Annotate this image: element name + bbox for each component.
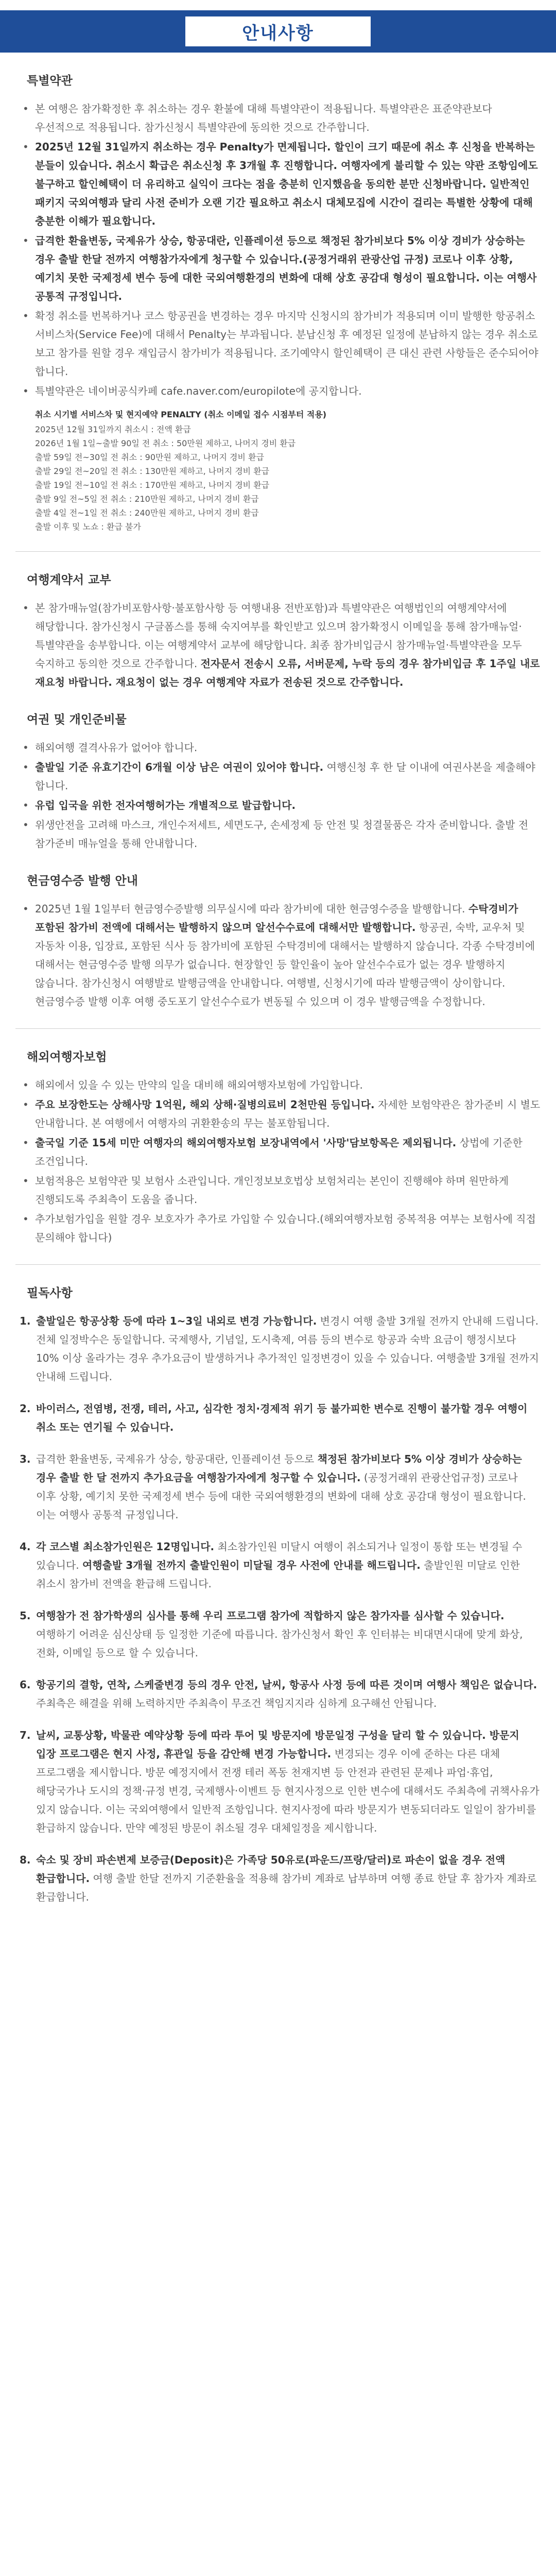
section-heading-special-terms: 특별약관 — [27, 74, 73, 88]
emphasized-text: 숙소 및 장비 파손변제 보증금(Deposit)은 가족당 50유로(파운드/프랑/달러)로 파손이 없을 경우 전액 환급합니다. — [36, 1854, 506, 1885]
body-text: 해외여행 결격사유가 없어야 합니다. — [35, 741, 198, 754]
numbered-item — [15, 1606, 541, 1662]
emphasized-text: 유럽 입국을 위한 전자여행허가는 개별적으로 발급합니다. — [35, 799, 296, 811]
penalty-row: 2026년 1월 1일~출발 90일 전 취소 : 50만원 제하고, 나머지 경비 환급 — [35, 438, 296, 448]
emphasized-text: 2025년 12월 31일까지 취소하는 경우 Penalty가 면제됩니다. 할인이 크기 때문에 취소 후 신청을 반복하는 분들이 있습니다. 취소시 확급은 취소신청 후 3개월 후 진행합니다. 여행자에게 불리할 수 있는 약관 조항임에도 불구하고 할인혜택이 더 유리하고 실익이 크다는 점을 충분히 인지했음을 동의한 분만 신청바랍니다. 일반적인 패키지 국외여행과 달리 사전 준비가 오랜 기간 필요하고 취소시 대체모집에 시간이 걸리는 특별한 상황에 대해 충분한 이해가 필요합니다. — [35, 141, 538, 227]
body-text: 2025년 1월 1일부터 현금영수증발행 의무실시에 따라 참가비에 대한 현금영수증을 발행합니다. — [35, 903, 468, 915]
emphasized-text: 출국일 기준 15세 미만 여행자의 해외여행자보험 보장내역에서 '사망'담보항목은 제외됩니다. — [35, 1137, 457, 1149]
numbered-item — [15, 1726, 541, 1837]
list-item — [15, 1076, 541, 1094]
emphasized-text: 날씨, 교통상황, 박물관 예약상황 등에 따라 투어 및 방문지에 방문일정 구성을 달리 할 수 있습니다. 방문지 입장 프로그램은 현지 사정, 휴관일 등을 감안해 변경 가능합니다. — [36, 1729, 519, 1760]
penalty-row: 출발 59일 전~30일 전 취소 : 90만원 제하고, 나머지 경비 환급 — [35, 452, 264, 462]
body-text: 최소참가인원 미달시 여행이 취소되거나 일정이 통합 또는 변경될 수 있습니다. — [36, 1540, 523, 1571]
divider — [15, 551, 541, 552]
list-item — [15, 231, 541, 306]
special-terms-list — [15, 99, 541, 400]
body-text: 주최측은 해결을 위해 노력하지만 주최측이 무조건 책임지지라 심하게 요구해선 안됩니다. — [36, 1697, 437, 1709]
emphasized-text: 전자문서 전송시 오류, 서버문제, 누락 등의 경우 참가비입금 후 1주일 내로 재요청 바랍니다. 재요청이 없는 경우 여행계약 자료가 전송된 것으로 간주합니다. — [35, 657, 540, 688]
list-item — [15, 99, 541, 137]
mandatory-list — [15, 1312, 541, 1906]
body-text: 본 여행은 참가확정한 후 취소하는 경우 환불에 대해 특별약관이 적용됩니다. 특별약관은 표준약관보다 우선적으로 적용됩니다. 참가신청시 특별약관에 동의한 것으로 간주합니다. — [35, 103, 492, 133]
special-terms-section — [0, 71, 556, 534]
penalty-row: 출발 4일 전~1일 전 취소 : 240만원 제하고, 나머지 경비 환급 — [35, 508, 259, 518]
emphasized-text: 수탁경비가 포함된 참가비 전액에 대해서는 발행하지 않으며 알선수수료에 대해서만 발행합니다. — [35, 903, 518, 934]
emphasized-text: 여행참가 전 참가학생의 심사를 통해 우리 프로그램 참가에 적합하지 않은 참가자를 심사할 수 있습니다. — [36, 1609, 505, 1622]
list-item — [15, 599, 541, 691]
penalty-row: 출발 이후 및 노쇼 : 환급 불가 — [35, 522, 141, 532]
mandatory-section — [0, 1283, 556, 1906]
passport-section — [0, 710, 556, 853]
list-item — [15, 1172, 541, 1209]
list-item — [15, 1133, 541, 1171]
section-heading-insurance: 해외여행자보험 — [27, 1050, 107, 1064]
emphasized-text: 급격한 환율변동, 국제유가 상승, 항공대란, 인플레이션 등으로 책정된 참가비보다 5% 이상 경비가 상승하는 경우 출발 한달 전까지 여행참가자에게 청구할 수 있습니다. — [35, 234, 525, 265]
list-item — [15, 1210, 541, 1247]
section-heading-passport: 여권 및 개인준비물 — [27, 713, 127, 726]
item-number: 3. — [20, 1453, 31, 1465]
body-text: 급격한 환율변동, 국제유가 상승, 항공대란, 인플레이션 등으로 — [36, 1453, 318, 1465]
numbered-item — [15, 1312, 541, 1386]
penalty-schedule-title: 취소 시기별 서비스차 및 현지예약 PENALTY (취소 이메일 접수 시점부터 적용) — [35, 410, 327, 419]
item-number: 7. — [20, 1729, 31, 1741]
title-banner — [0, 10, 556, 53]
list-item — [15, 138, 541, 230]
list-item — [15, 307, 541, 381]
emphasized-text: 바이러스, 전염병, 전쟁, 테러, 사고, 심각한 정치·경제적 위기 등 불가피한 변수로 진행이 불가할 경우 여행이 취소 또는 연기될 수 있습니다. — [36, 1402, 528, 1433]
body-text: 여행 출발 한달 전까지 기준환율을 적용해 참가비 계좌로 납부하며 여행 종료 한달 후 참가자 계좌로 환급합니다. — [36, 1872, 537, 1903]
penalty-row: 출발 29일 전~20일 전 취소 : 130만원 제하고, 나머지 경비 환급 — [35, 466, 270, 476]
section-heading-receipt: 현금영수증 발행 안내 — [27, 874, 138, 888]
body-text: 여행하기 어려운 심신상태 등 일정한 기준에 따릅니다. 참가신청서 확인 후 인터뷰는 비대면시대에 맞게 화상, 전화, 이메일 등으로 할 수 있습니다. — [36, 1628, 523, 1659]
list-item — [15, 738, 541, 757]
body-text: 상법에 기준한 조건입니다. — [35, 1137, 523, 1167]
list-item — [15, 758, 541, 795]
emphasized-text: 주요 보장한도는 상해사망 1억원, 해외 상해·질병의료비 2천만원 등입니다. — [35, 1098, 375, 1111]
body-text: 항공권, 숙박, 교우처 및 자동차 이용, 입장료, 포함된 식사 등 참가비에 포함된 수탁경비에 대해서는 발행하지 않습니다. 각종 수탁경비에 대해서는 현금영수증 발행 의무가 없습니다. 현장할인 등 할인율이 높아 알선수수료가 없는 경우 발행하지 않습니다. 참가신청시 여행발로 발행금액을 안내합니다. 여행별, 신청시기에 따라 발행금액이 상이합니다. 현금영수증 발행 이후 여행 중도포기 알선수수료가 변동될 수 있으며 이 경우 발행금액을 수정합니다. — [35, 921, 535, 1008]
numbered-item — [15, 1537, 541, 1593]
body-text: 출발인원 미달로 인한 취소시 참가비 전액을 환급해 드립니다. — [36, 1559, 520, 1590]
penalty-row: 출발 9일 전~5일 전 취소 : 210만원 제하고, 나머지 경비 환급 — [35, 494, 259, 504]
body-text: 보험적용은 보험약관 및 보험사 소관입니다. 개인정보보호법상 보험처리는 본인이 진행해야 하며 원만하게 진행되도록 주최측이 도움을 줍니다. — [35, 1175, 509, 1206]
item-number: 2. — [20, 1402, 31, 1415]
emphasized-text: (공정거래위 관광산업 규정) 코로나 이후 상황, 예기치 못한 국제정세 변수 등에 대한 국외여행환경의 변화에 대해 상호 공감대 형성이 필요합니다. 이는 여행사 공통적 규정입니다. — [35, 253, 537, 302]
section-heading-contract: 여행계약서 교부 — [27, 573, 111, 587]
penalty-row: 2025년 12월 31일까지 취소시 : 전액 환급 — [35, 425, 191, 434]
numbered-item — [15, 1450, 541, 1524]
item-number: 6. — [20, 1679, 31, 1691]
emphasized-text: 출발일 기준 유효기간이 6개월 이상 남은 여권이 있어야 합니다. — [35, 761, 324, 773]
contract-list — [15, 599, 541, 691]
divider — [15, 1028, 541, 1029]
receipt-list — [15, 900, 541, 1011]
body-text: 변경되는 경우 이에 준하는 다른 대체 프로그램을 제시합니다. 방문 예정지에서 전쟁 테러 폭동 천재지변 등 안전과 관련된 문제나 파업·휴업, 해당국가나 도시의 정책·규정 변경, 국제행사·이벤트 등 현지사정으로 인한 변수에 대해서도 주최측에 귀책사유가 있지 않습니다. 이는 국외여행에서 일반적 조항입니다. 현지사정에 따라 방문지가 변동되더라도 일일이 참가비를 환급하지 않습니다. 만약 예정된 방문이 취소될 경우 대체일정을 제시합니다. — [36, 1748, 540, 1834]
list-item — [15, 900, 541, 1011]
body-text: (공정거래위 관광산업규정) 코로나 이후 상황, 예기치 못한 국제정세 변수 등에 대한 국외여행환경의 변화에 대해 상호 공감대 형성이 필요합니다. 이는 여행사 공통적 규정입니다. — [36, 1471, 526, 1521]
page-title: 안내사항 — [185, 16, 371, 46]
emphasized-text: 여행출발 3개월 전까지 출발인원이 미달될 경우 사전에 안내를 해드립니다. — [82, 1559, 421, 1571]
body-text: 자세한 보험약관은 참가준비 시 별도 안내합니다. 본 여행에서 여행자의 귀환환송의 무는 불포함됩니다. — [35, 1098, 541, 1129]
passport-list — [15, 738, 541, 853]
body-text: 해외에서 있을 수 있는 만약의 일을 대비해 해외여행자보험에 가입합니다. — [35, 1079, 363, 1091]
body-text: 본 참가매뉴얼(참가비포함사항·불포함사항 등 여행내용 전반포함)과 특별약관은 여행법인의 여행계약서에 해당합니다. 참가신청시 구글폼스를 통해 숙지여부를 확인받고 있으며 참가확정시 이메일을 통해 참가매뉴얼·특별약관을 송부합니다. 이는 여행계약서 교부에 해당합니다. 최종 참가비입금시 참가매뉴얼·특별약관을 모두 숙지하고 동의한 것으로 간주합니다. — [35, 602, 522, 670]
penalty-row: 출발 19일 전~10일 전 취소 : 170만원 제하고, 나머지 경비 환급 — [35, 480, 270, 490]
body-text: 추가보험가입을 원할 경우 보호자가 추가로 가입할 수 있습니다.(해외여행자보험 중복적용 여부는 보험사에 직접 문의해야 합니다) — [35, 1213, 536, 1244]
list-item — [15, 382, 541, 400]
body-text: 특별약관은 네이버공식카페 cafe.naver.com/europilote에 공지합니다. — [35, 385, 362, 397]
list-item — [15, 796, 541, 815]
body-text: 확정 취소를 번복하거나 코스 항공권을 변경하는 경우 마지막 신청시의 참가비가 적용되며 이미 발행한 항공취소 서비스차(Service Fee)에 대해서 Penalty는 부과됩니다. 분납신청 후 예정된 일정에 분납하지 않는 경우 취소로 보고 참가를 원할 경우 재입금시 참가비가 적용됩니다. 조기예약시 할인혜택이 큰 대신 관련 사항들은 준수되어야 합니다. — [35, 310, 538, 378]
emphasized-text: 책정된 참가비보다 5% 이상 경비가 상승하는 경우 출발 한 달 전까지 추가요금을 여행참가자에게 청구할 수 있습니다. — [36, 1453, 522, 1484]
body-text: 여행신청 후 한 달 이내에 여권사본을 제출해야 합니다. — [35, 761, 535, 792]
penalty-schedule — [35, 408, 541, 534]
insurance-section — [0, 1047, 556, 1247]
receipt-section — [0, 871, 556, 1011]
body-text: 변경시 여행 출발 3개월 전까지 안내해 드립니다. 전체 일정박수은 동일합니다. 국제행사, 기념일, 도시축제, 여름 등의 변수로 항공과 숙박 요금이 행정시보다 10% 이상 올라가는 경우 추가요금이 발생하거나 추가적인 일정변경이 있을 수 있습니다. 여행출발 3개월 전까지 안내해 드립니다. — [36, 1315, 539, 1383]
item-number: 4. — [20, 1540, 31, 1553]
item-number: 8. — [20, 1854, 31, 1866]
section-heading-mandatory: 필독사항 — [27, 1286, 73, 1300]
list-item — [15, 816, 541, 853]
item-number: 5. — [20, 1609, 31, 1622]
numbered-item — [15, 1851, 541, 1906]
contract-section — [0, 570, 556, 691]
emphasized-text: 출발일은 항공상황 등에 따라 1~3일 내외로 변경 가능합니다. — [36, 1315, 317, 1327]
numbered-item — [15, 1675, 541, 1713]
divider — [15, 1264, 541, 1265]
insurance-list — [15, 1076, 541, 1247]
numbered-item — [15, 1399, 541, 1436]
emphasized-text: 항공기의 결항, 연착, 스케줄변경 등의 경우 안전, 날씨, 항공사 사정 등에 따른 것이며 여행사 책임은 없습니다. — [36, 1679, 537, 1691]
body-text: 위생안전을 고려해 마스크, 개인수저세트, 세면도구, 손세정제 등 안전 및 청결물품은 각자 준비합니다. 출발 전 참가준비 매뉴얼을 통해 안내합니다. — [35, 819, 529, 850]
penalty-schedule-rows — [35, 422, 541, 534]
list-item — [15, 1095, 541, 1132]
emphasized-text: 각 코스별 최소참가인원은 12명입니다. — [36, 1540, 215, 1553]
item-number: 1. — [20, 1315, 31, 1327]
